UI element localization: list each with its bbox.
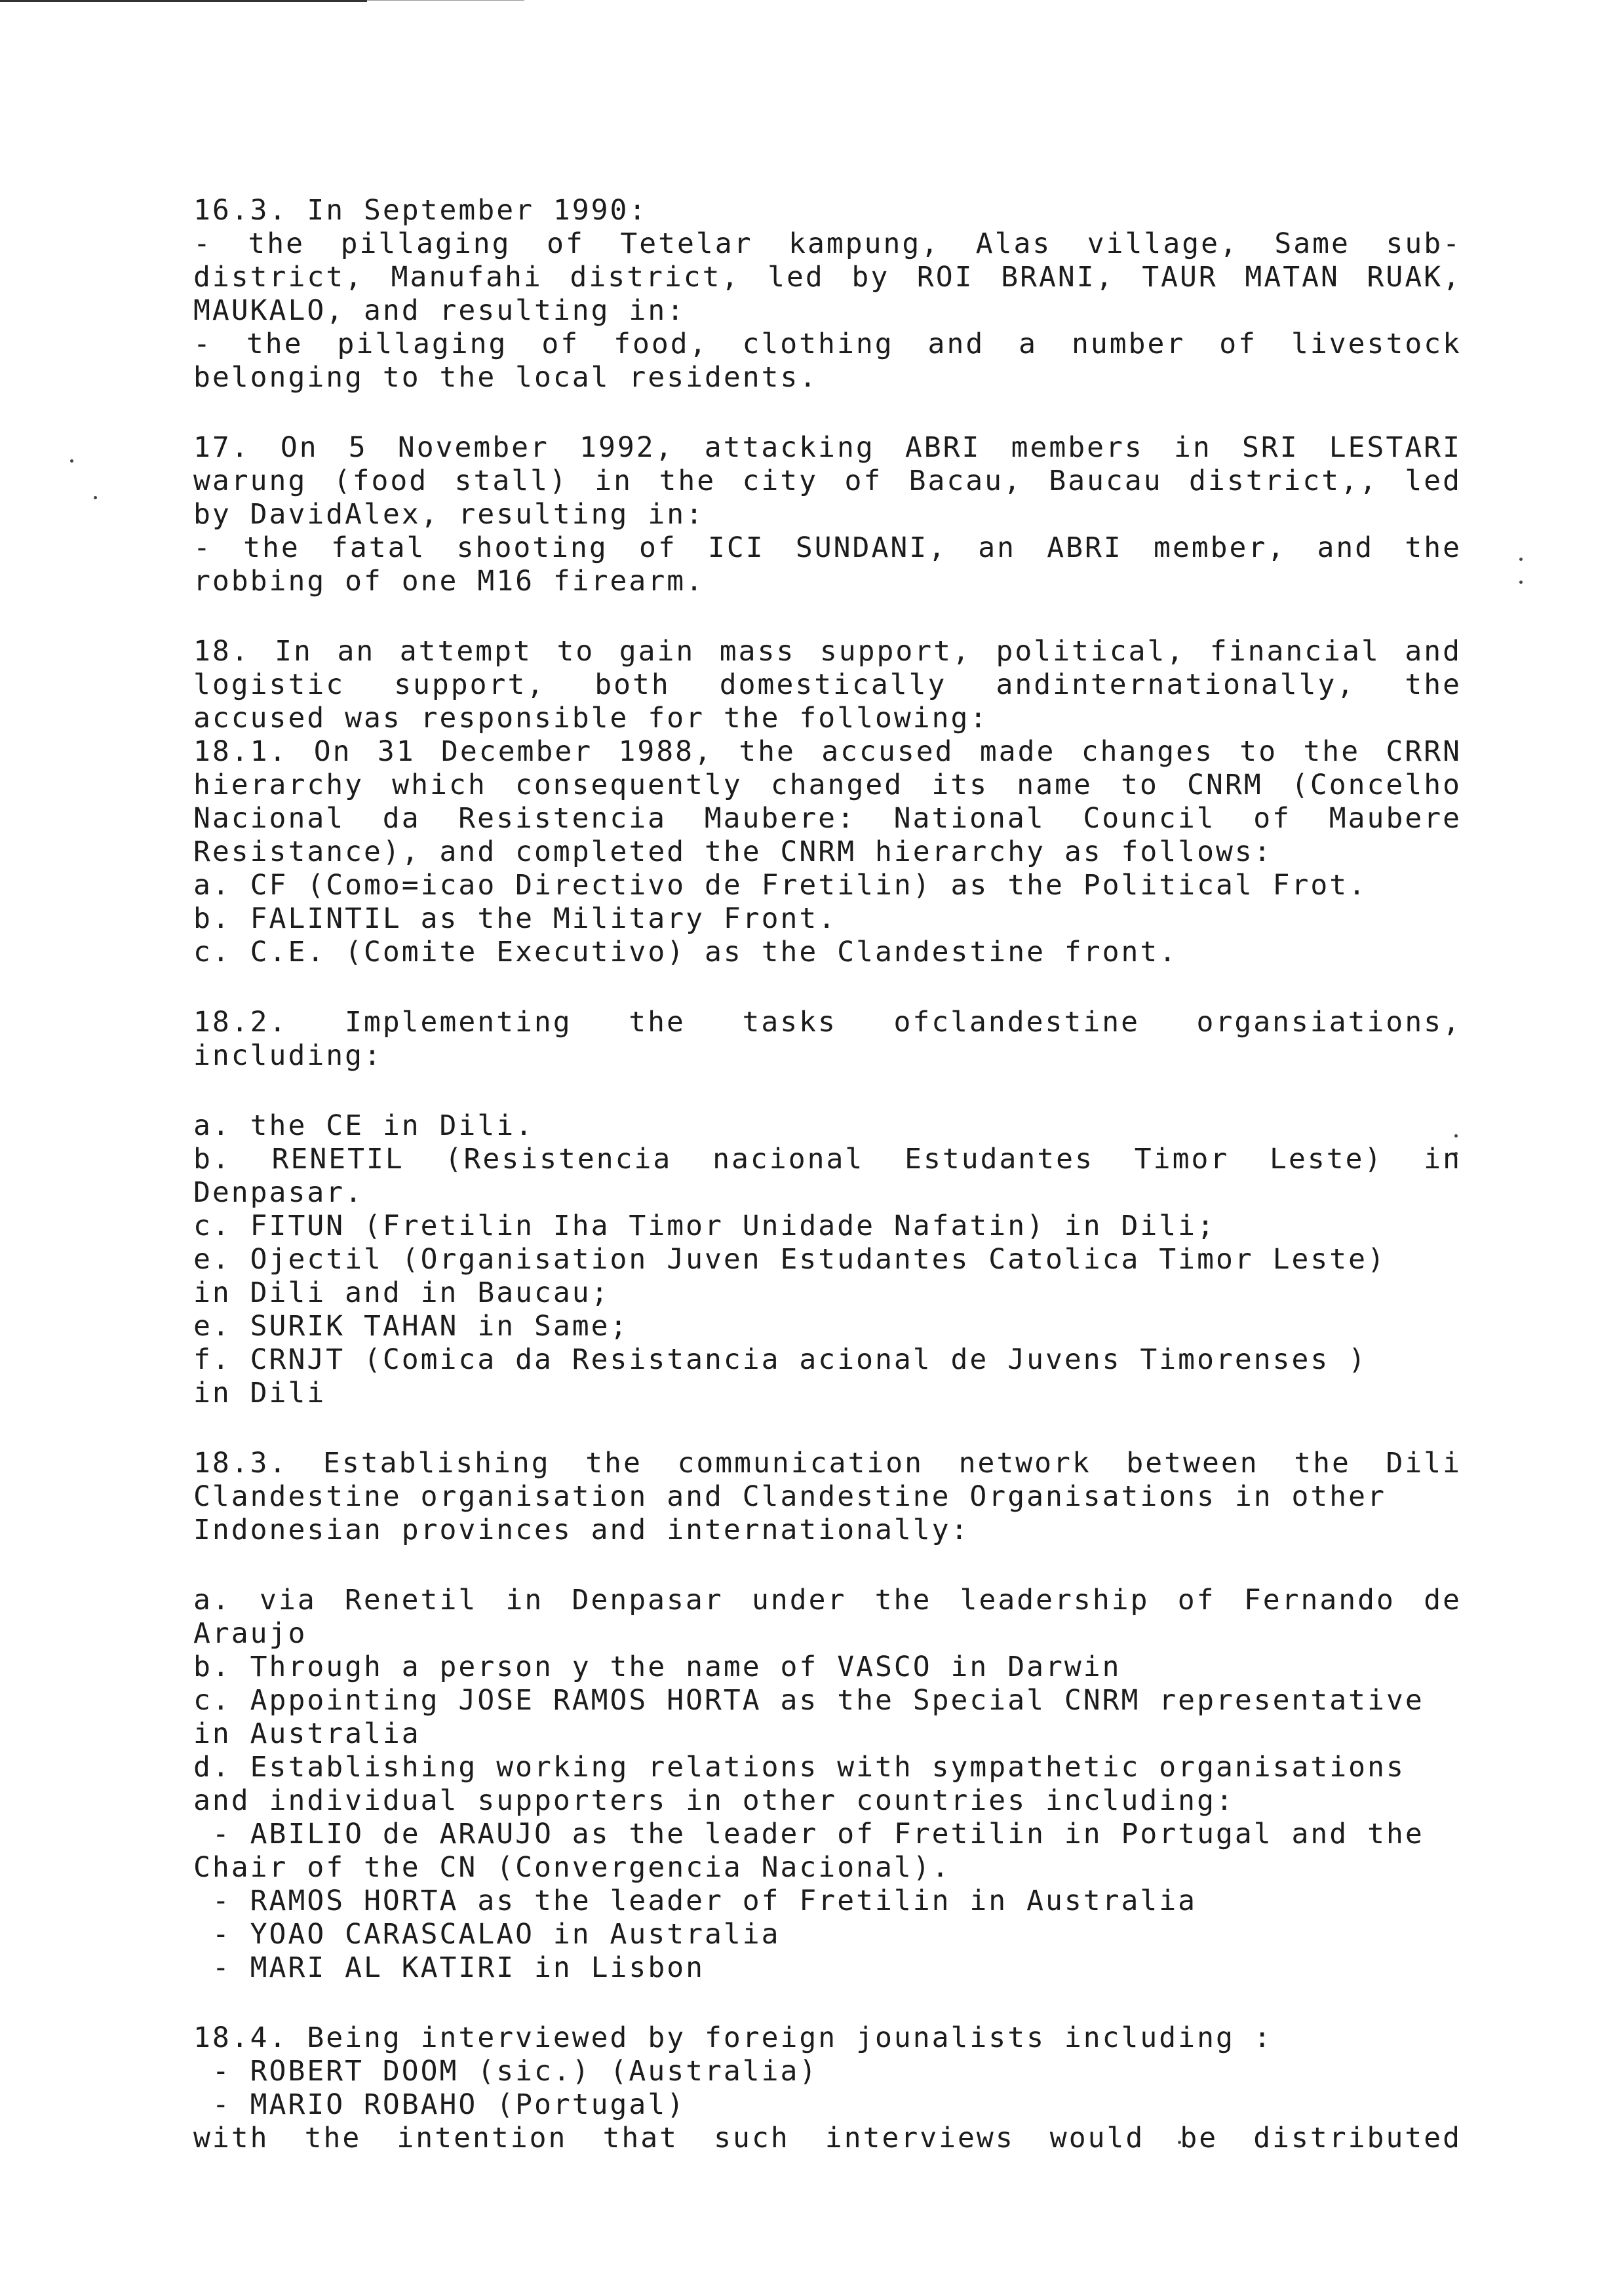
text-line: Araujo [193, 1617, 307, 1650]
text-line: - the fatal shooting of ICI SUNDANI, an ABRI member, and the [193, 531, 1462, 564]
text-line: Clandestine organisation and Clandestine Organisations in other [193, 1480, 1386, 1513]
text-line: Denpasar. [193, 1176, 364, 1209]
text-line: logistic support, both domestically andinternationally, the [193, 668, 1462, 701]
text-line: b. FALINTIL as the Military Front. [193, 902, 838, 935]
paragraph-18-2 [193, 1006, 1462, 1073]
text-line: warung (food stall) in the city of Bacau, Baucau district,, led [193, 465, 1462, 497]
text-line: belonging to the local residents. [193, 361, 819, 394]
text-line: c. C.E. (Comite Executivo) as the Clandestine front. [193, 936, 1178, 968]
text-line: d. Establishing working relations with sympathetic organisations [193, 1751, 1405, 1784]
text-line: - MARIO ROBAHO (Portugal) [193, 2088, 686, 2121]
text-line: Resistance), and completed the CNRM hierarchy as follows: [193, 835, 1273, 868]
text-line: including: [193, 1039, 383, 1072]
text-line: b. RENETIL (Resistencia nacional Estudantes Timor Leste) in [193, 1143, 1462, 1176]
margin-speck [1519, 558, 1523, 561]
text-line: - the pillaging of food, clothing and a number of livestock [193, 328, 1462, 360]
text-line: 18.4. Being interviewed by foreign jounalists including : [193, 2021, 1273, 2054]
text-line: Chair of the CN (Convergencia Nacional). [193, 1851, 951, 1884]
text-line: - MARI AL KATIRI in Lisbon [193, 1951, 705, 1984]
text-line: Nacional da Resistencia Maubere: National Council of Maubere [193, 802, 1462, 835]
list-18-3 [193, 1584, 1462, 1985]
document-body [193, 194, 1462, 2192]
paragraph-18-3 [193, 1447, 1462, 1547]
text-line: - the pillaging of Tetelar kampung, Alas village, Same sub- [193, 227, 1462, 260]
text-line: b. Through a person y the name of VASCO in Darwin [193, 1651, 1121, 1683]
list-18-2 [193, 1109, 1462, 1410]
text-line: and individual supporters in other countries including: [193, 1784, 1235, 1817]
text-line: MAUKALO, and resulting in: [193, 294, 686, 327]
text-line: - RAMOS HORTA as the leader of Fretilin in Australia [193, 1885, 1197, 1917]
text-line: a. CF (Como=icao Directivo de Fretilin) as the Political Frot. [193, 869, 1368, 902]
text-line: c. FITUN (Fretilin Iha Timor Unidade Nafatin) in Dili; [193, 1210, 1216, 1242]
paragraph-18-4 [193, 2021, 1462, 2155]
text-line: district, Manufahi district, led by ROI BRANI, TAUR MATAN RUAK, [193, 261, 1462, 294]
margin-speck [1519, 581, 1523, 584]
text-line: e. Ojectil (Organisation Juven Estudantes Catolica Timor Leste) [193, 1243, 1386, 1276]
text-line: accused was responsible for the following: [193, 702, 989, 735]
text-line: c. Appointing JOSE RAMOS HORTA as the Special CNRM representative [193, 1684, 1424, 1717]
text-line: in Dili [193, 1377, 326, 1409]
text-line: 17. On 5 November 1992, attacking ABRI members in SRI LESTARI [193, 431, 1462, 464]
text-line: 18.2. Implementing the tasks ofclandestine organsiations, [193, 1006, 1462, 1039]
text-line: 18.3. Establishing the communication network between the Dili [193, 1447, 1462, 1480]
text-line: - ABILIO de ARAUJO as the leader of Fretilin in Portugal and the [193, 1818, 1424, 1850]
text-line: 18.1. On 31 December 1988, the accused made changes to the CRRN [193, 735, 1462, 768]
top-rule [0, 0, 367, 2]
text-line: 18. In an attempt to gain mass support, political, financial and [193, 635, 1462, 668]
text-line: in Dili and in Baucau; [193, 1276, 610, 1309]
text-line: a. the CE in Dili. [193, 1109, 534, 1142]
text-line: f. CRNJT (Comica da Resistancia acional de Juvens Timorenses ) [193, 1343, 1368, 1376]
text-line: 16.3. In September 1990: [193, 194, 648, 227]
text-line: in Australia [193, 1717, 421, 1750]
paragraph-18 [193, 635, 1462, 969]
margin-speck [94, 496, 97, 499]
text-line: Indonesian provinces and internationally: [193, 1514, 970, 1546]
top-rule-faint [367, 0, 524, 1]
paragraph-17 [193, 431, 1462, 598]
text-line: a. via Renetil in Denpasar under the leadership of Fernando de [193, 1584, 1462, 1617]
text-line: e. SURIK TAHAN in Same; [193, 1310, 629, 1343]
text-line: - ROBERT DOOM (sic.) (Australia) [193, 2055, 819, 2088]
text-line: robbing of one M16 firearm. [193, 565, 705, 598]
paragraph-16-3 [193, 194, 1462, 394]
text-line: by DavidAlex, resulting in: [193, 498, 705, 531]
margin-speck [70, 459, 73, 463]
text-line: with the intention that such interviews would be distributed [193, 2122, 1462, 2154]
text-line: - YOAO CARASCALAO in Australia [193, 1918, 781, 1951]
text-line: hierarchy which consequently changed its name to CNRM (Concelho [193, 769, 1462, 801]
